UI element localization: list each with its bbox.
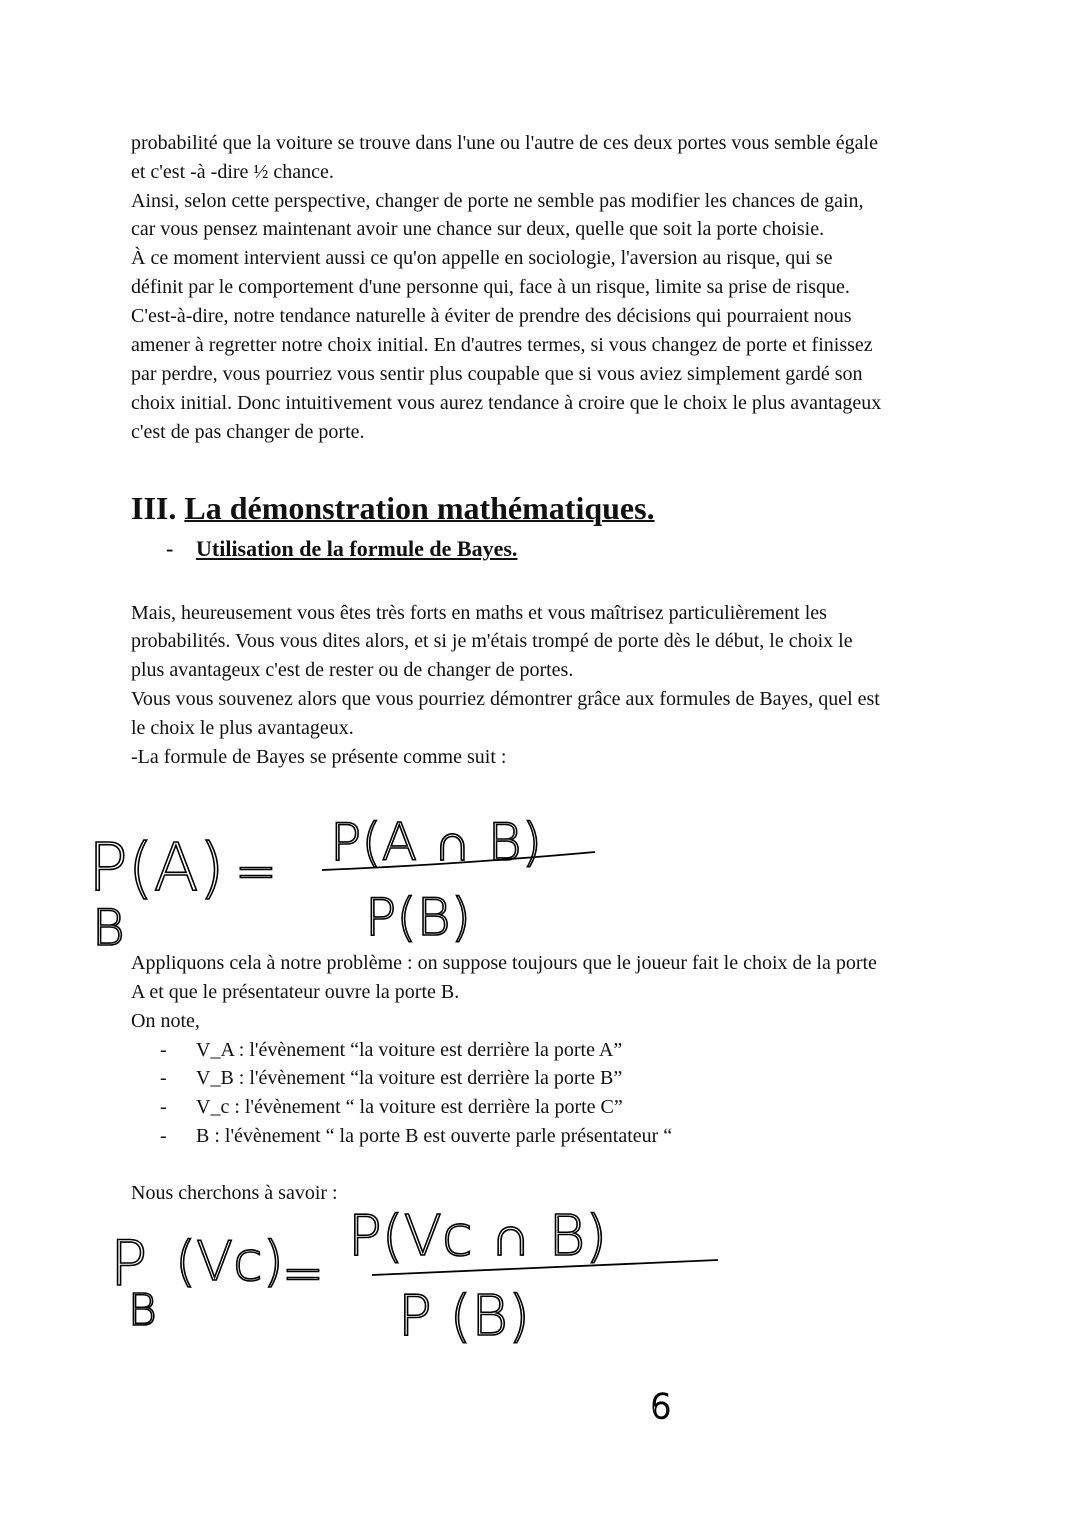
list-item	[160, 1124, 673, 1148]
text-line: le choix le plus avantageux.	[131, 717, 354, 739]
subsection-title: Utilisation de la formule de Bayes.	[196, 536, 518, 561]
text-line: choix initial. Donc intuitivement vous aurez tendance à croire que le choix le plus avantageux	[131, 392, 882, 414]
conditional-formula	[110, 1204, 718, 1349]
formula-lhs: P(A)	[88, 829, 225, 906]
text-line: -La formule de Bayes se présente comme suit :	[131, 746, 507, 768]
text-line: définit par le comportement d'une personne qui, face à un risque, limite sa prise de risque.	[131, 276, 850, 298]
formula-lhs-subscript: B	[128, 1285, 157, 1336]
list-item-text: B : l'évènement “ la porte B est ouverte parle présentateur “	[196, 1125, 673, 1147]
formula-lhs: P	[110, 1227, 148, 1300]
text-line: Mais, heureusement vous êtes très forts en maths et vous maîtrisez particulièrement les	[131, 602, 827, 624]
list-item-text: V_A : l'évènement “la voiture est derrière la porte A”	[196, 1039, 623, 1061]
section-title: La démonstration mathématiques.	[184, 490, 655, 526]
text-line: C'est-à-dire, notre tendance naturelle à éviter de prendre des décisions qui pourraient nous	[131, 305, 852, 327]
list-item	[160, 1038, 623, 1062]
text-line: probabilités. Vous vous dites alors, et si je m'étais trompé de porte dès le début, le choix le	[131, 630, 853, 652]
bullet: -	[160, 1039, 167, 1061]
formula-denominator: P(B)	[365, 888, 471, 948]
text-line: À ce moment intervient aussi ce qu'on appelle en sociologie, l'aversion au risque, qui se	[131, 247, 833, 269]
text-line: A et que le présentateur ouvre la porte B.	[131, 981, 460, 1003]
formula-denominator: P (B)	[398, 1284, 530, 1349]
section-number: III.	[131, 490, 177, 526]
list-item-text: V_B : l'évènement “la voiture est derrière la porte B”	[196, 1067, 623, 1089]
text-line: par perdre, vous pourriez vous sentir plus coupable que si vous aviez simplement gardé son	[131, 363, 863, 385]
bullet: -	[160, 1096, 167, 1118]
text-line: Ainsi, selon cette perspective, changer de porte ne semble pas modifier les chances de gain,	[131, 190, 864, 212]
text-line: et c'est -à -dire ½ chance.	[131, 161, 334, 183]
text-line: probabilité que la voiture se trouve dans l'une ou l'autre de ces deux portes vous semble égale	[131, 132, 878, 154]
formula-equals: =	[282, 1244, 324, 1302]
text-line: On note,	[131, 1010, 200, 1032]
page-number: 6	[650, 1387, 672, 1427]
formula-lhs-argument: (Vc)	[175, 1230, 284, 1293]
text-line: amener à regretter notre choix initial. En d'autres termes, si vous changez de porte et finissez	[131, 334, 873, 356]
bayes-formula	[88, 813, 595, 957]
list-item-text: V_c : l'évènement “ la voiture est derrière la porte C”	[196, 1096, 623, 1118]
formula-lhs-subscript: B	[92, 899, 125, 957]
bullet: -	[166, 536, 174, 561]
text-line: plus avantageux c'est de rester ou de changer de portes.	[131, 659, 574, 681]
formula-equals: =	[235, 842, 277, 900]
text-line: Appliquons cela à notre problème : on suppose toujours que le joueur fait le choix de la porte	[131, 952, 877, 974]
text-line: Vous vous souvenez alors que vous pourriez démontrer grâce aux formules de Bayes, quel est	[131, 688, 880, 710]
list-item	[160, 1066, 623, 1090]
list-item	[160, 1095, 623, 1119]
bullet: -	[160, 1125, 167, 1147]
bullet: -	[160, 1067, 167, 1089]
text-line: car vous pensez maintenant avoir une chance sur deux, quelle que soit la porte choisie.	[131, 218, 825, 240]
formula-numerator: P(Vc ∩ B)	[348, 1204, 608, 1269]
text-line: c'est de pas changer de porte.	[131, 421, 365, 443]
seek-label: Nous cherchons à savoir :	[131, 1182, 338, 1204]
formula-numerator: P(A ∩ B)	[330, 813, 542, 873]
